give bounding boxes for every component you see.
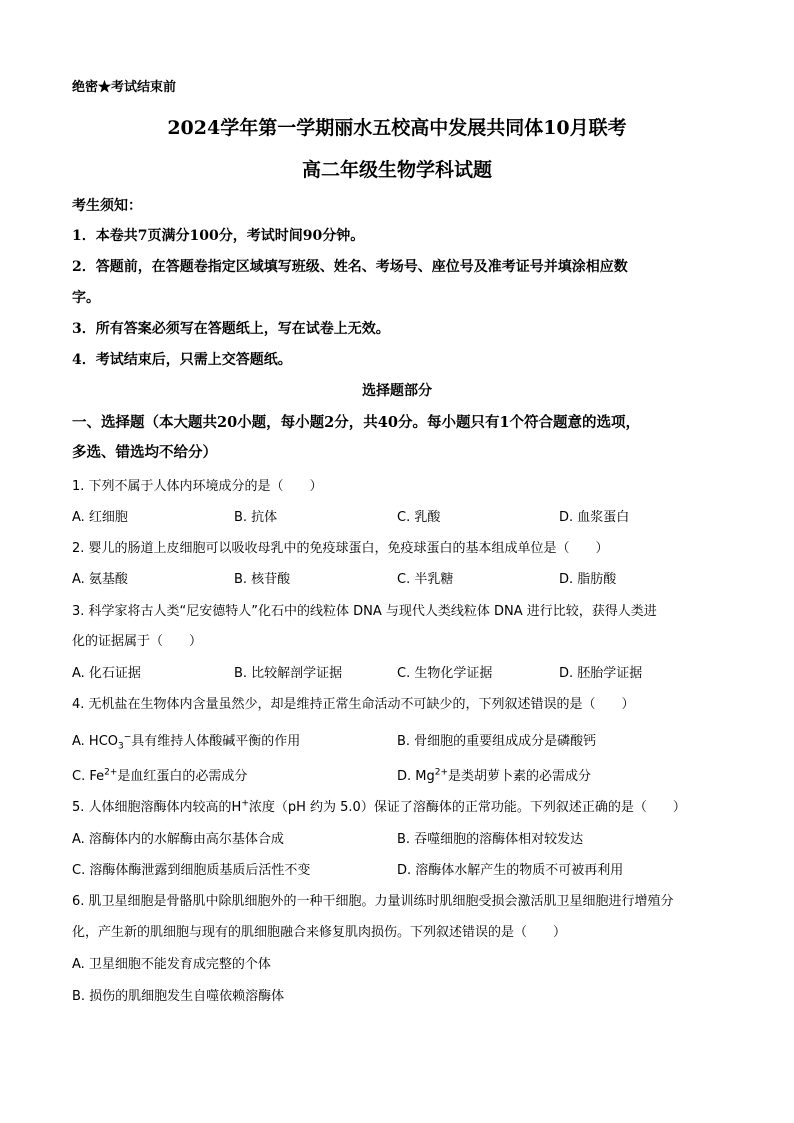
q2-option-a: A. 氨基酸 xyxy=(72,572,128,587)
question-2-stem: 2. 婴儿的肠道上皮细胞可以吸收母乳中的免疫球蛋白，免疫球蛋白的基本组成单位是（ ） xyxy=(72,541,609,556)
q3-option-b: B. 比较解剖学证据 xyxy=(234,666,343,681)
q1-option-d: D. 血浆蛋白 xyxy=(559,510,630,525)
q6-option-a: A. 卫星细胞不能发育成完整的个体 xyxy=(72,957,271,972)
section-part-title: 选择题部分 xyxy=(362,383,432,399)
q5-option-d: D. 溶酶体水解产生的物质不可被再利用 xyxy=(397,863,624,878)
question-3-stem-cont: 化的证据属于（ ） xyxy=(72,634,203,649)
question-6-stem-cont: 化，产生新的肌细胞与现有的肌细胞融合来修复肌肉损伤。下列叙述错误的是（ ） xyxy=(72,925,567,940)
question-5-stem: 5. 人体细胞溶酶体内较高的H+浓度（pH 约为 5.0）保证了溶酶体的正常功能。下列叙述正确的是（ ） xyxy=(72,798,686,815)
q3-option-d: D. 胚胎学证据 xyxy=(559,666,643,681)
notice-item-2: 2．答题前，在答题卷指定区域填写班级、姓名、考场号、座位号及准考证号并填涂相应数 xyxy=(72,259,628,275)
exam-title: 2024学年第一学期丽水五校高中发展共同体10月联考 xyxy=(167,117,627,139)
notice-heading: 考生须知： xyxy=(72,198,142,214)
q3-option-a: A. 化石证据 xyxy=(72,666,141,681)
q5-option-b: B. 吞噬细胞的溶酶体相对较发达 xyxy=(397,832,584,847)
q4-option-a: A. $HCO_3^-$具有维持人体酸碱平衡的作用 xyxy=(72,732,301,752)
section-instruction-2: 多选、错选均不给分） xyxy=(72,444,217,461)
section-instruction-1: 一、选择题（本大题共20小题，每小题2分，共40分。每小题只有1个符合题意的选项， xyxy=(72,414,641,431)
q5-option-a: A. 溶酶体内的水解酶由高尔基体合成 xyxy=(72,832,284,847)
q4-option-c: C. $Fe^{2+}$是血红蛋白的必需成分 xyxy=(72,767,248,784)
question-3-stem: 3. 科学家将古人类“尼安德特人”化石中的线粒体 DNA 与现代人类线粒体 DNA 进行比较，获得人类进 xyxy=(72,604,657,619)
question-1-stem: 1. 下列不属于人体内环境成分的是（ ） xyxy=(72,479,323,494)
q6-option-b: B. 损伤的肌细胞发生自噬依赖溶酶体 xyxy=(72,989,285,1004)
q1-option-c: C. 乳酸 xyxy=(397,510,441,525)
notice-item-2-cont: 字。 xyxy=(72,290,100,306)
notice-item-3: 3．所有答案必须写在答题纸上，写在试卷上无效。 xyxy=(72,321,390,337)
q2-option-c: C. 半乳糖 xyxy=(397,572,454,587)
secret-mark: 绝密★考试结束前 xyxy=(72,80,177,95)
q1-option-b: B. 抗体 xyxy=(234,510,278,525)
q3-option-c: C. 生物化学证据 xyxy=(397,666,493,681)
q2-option-b: B. 核苷酸 xyxy=(234,572,291,587)
q5-option-c: C. 溶酶体酶泄露到细胞质基质后活性不变 xyxy=(72,863,311,878)
q1-option-a: A. 红细胞 xyxy=(72,510,128,525)
notice-item-4: 4．考试结束后，只需上交答题纸。 xyxy=(72,352,292,368)
q4-option-b: B. 骨细胞的重要组成成分是磷酸钙 xyxy=(397,734,597,749)
q4-option-d: D. $Mg^{2+}$是类胡萝卜素的必需成分 xyxy=(397,767,592,784)
exam-subtitle: 高二年级生物学科试题 xyxy=(301,159,492,181)
notice-item-1: 1．本卷共7页满分100分，考试时间90分钟。 xyxy=(72,228,365,244)
question-4-stem: 4. 无机盐在生物体内含量虽然少，却是维持正常生命活动不可缺少的，下列叙述错误的是（ ） xyxy=(72,697,635,712)
question-6-stem: 6. 肌卫星细胞是骨骼肌中除肌细胞外的一种干细胞。力量训练时肌细胞受损会激活肌卫星细胞进行增殖分 xyxy=(72,894,674,909)
q2-option-d: D. 脂肪酸 xyxy=(559,572,617,587)
